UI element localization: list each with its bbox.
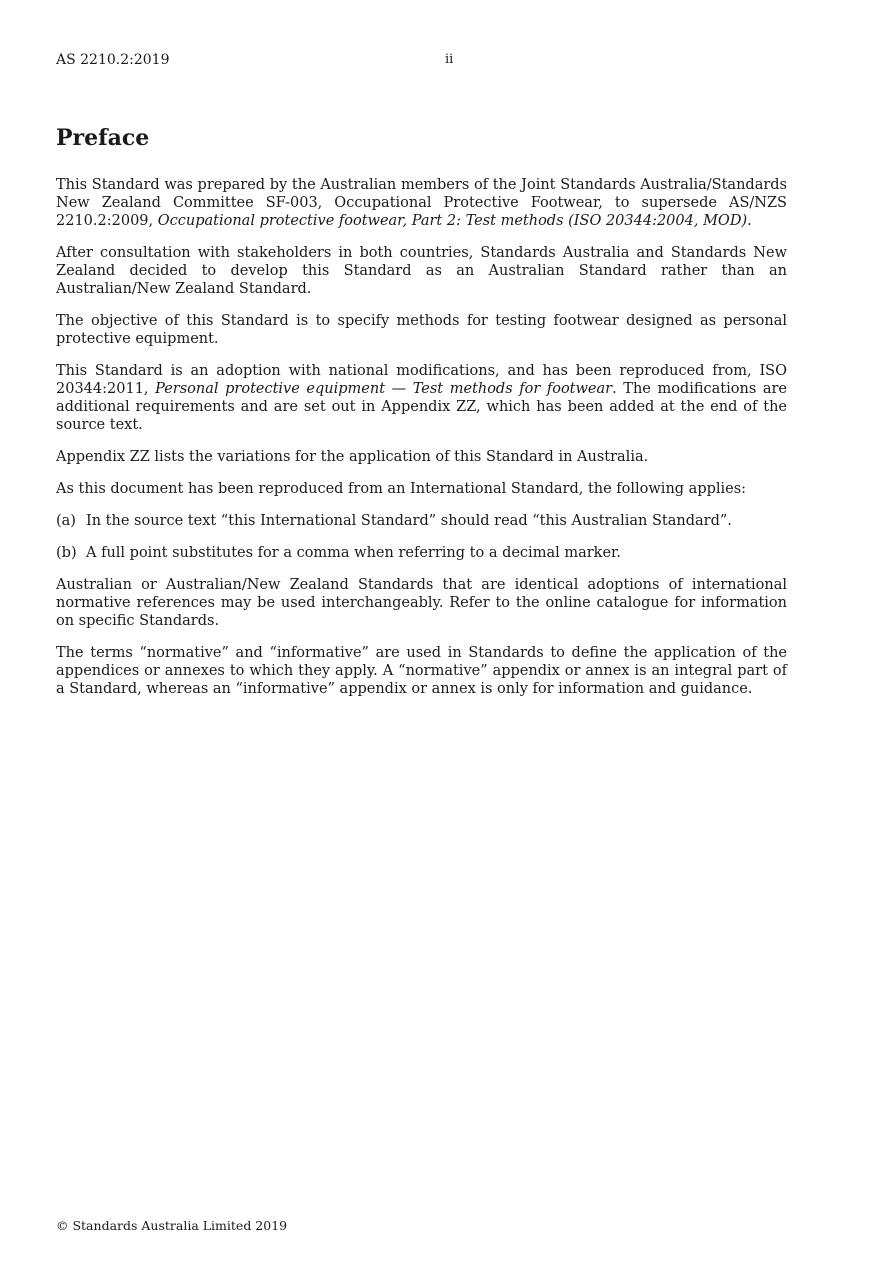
paragraph-normative-informative: The terms “normative” and “informative” are used in Standards to define the application of the appendices or annexes to which they apply. A “normative” appendix or annex is an integral part of a Standard, whereas an “informative” appendix or annex is only for information and guidance. bbox=[56, 645, 787, 697]
paragraph-end: . bbox=[747, 213, 752, 229]
list-item-text: In the source text “this International Standard” should read “this Australian Standard”. bbox=[86, 513, 732, 529]
list-marker: (b) bbox=[56, 545, 77, 561]
paragraph-consultation: After consultation with stakeholders in both countries, Standards Australia and Standards New Zealand decided to develop this Standard as an Australian Standard rather than an Australian/New Zealand Standard. bbox=[56, 245, 787, 297]
paragraph-adoption bbox=[56, 362, 787, 434]
paragraph-objective: The objective of this Standard is to specify methods for testing footwear designed as personal protective equipment. bbox=[56, 313, 787, 347]
paragraph-committee bbox=[56, 176, 787, 230]
paragraph-appendix-zz: Appendix ZZ lists the variations for the application of this Standard in Australia. bbox=[56, 449, 649, 465]
list-item bbox=[56, 544, 787, 562]
superseded-standard-title: Occupational protective footwear, Part 2: Test methods (ISO 20344:2004, MOD) bbox=[157, 213, 748, 229]
paragraph-end: . The modifications are additional requirements and are set out in Appendix ZZ, which has been added at the end of the source text. bbox=[56, 381, 788, 433]
list-item-text: A full point substitutes for a comma when referring to a decimal marker. bbox=[86, 545, 621, 561]
paragraph-text: This Standard was prepared by the Australian members of the Joint Standards Australia/Standards New Zealand Committee SF-003, Occupational Protective Footwear, to supersede AS/NZS 2210.2:2009, bbox=[56, 177, 787, 229]
list-marker: (a) bbox=[56, 513, 76, 529]
preface-body bbox=[56, 176, 787, 712]
page-header bbox=[56, 52, 787, 72]
paragraph-text: This Standard is an adoption with national modifications, and has been reproduced from, ISO 20344:2011, bbox=[56, 363, 787, 397]
paragraph-applies-intro: As this document has been reproduced from an International Standard, the following applies: bbox=[56, 481, 747, 497]
copyright-footer: © Standards Australia Limited 2019 bbox=[56, 1218, 288, 1233]
page-number: ii bbox=[445, 52, 454, 67]
iso-standard-title: Personal protective equipment — Test methods for footwear bbox=[155, 381, 613, 397]
document-id: AS 2210.2:2019 bbox=[56, 52, 170, 68]
paragraph-interchangeable: Australian or Australian/New Zealand Standards that are identical adoptions of international normative references may be used interchangeably. Refer to the online catalogue for information on specific Standards. bbox=[56, 577, 787, 629]
page-title: Preface bbox=[56, 125, 150, 151]
list-item bbox=[56, 512, 787, 530]
